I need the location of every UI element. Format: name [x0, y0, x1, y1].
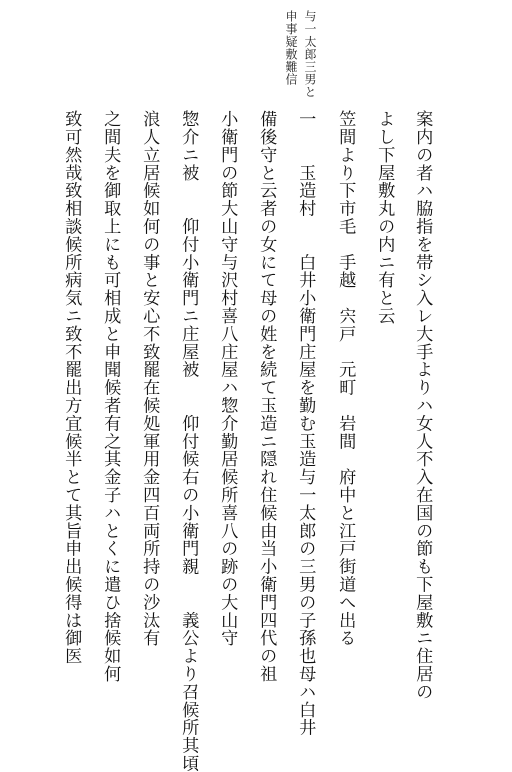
- text-line-7: 惣介ニ被 仰付小衛門ニ庄屋被 仰付候右の小衛門親 義公より召候所其頃: [178, 110, 199, 772]
- text-line-8: 浪人立居候如何の事と安心不致罷在候処軍用金四百両所持の沙汰有: [139, 110, 160, 647]
- text-line-2: よし下屋敷丸の内ニ有と云: [374, 110, 395, 325]
- text-line-9: 之間夫を御取上にも可相成と申聞候者有之其金子ハとくに遣ひ捨候如何: [100, 110, 121, 683]
- text-line-10: 致可然哉致相談候所病気ニ致不罷出方宜候半とて其旨申出候得は御医: [61, 110, 82, 665]
- text-line-5: 備後守と云者の女にて母の姓を続て玉造ニ隠れ住候由当小衛門四代の祖: [256, 110, 277, 683]
- margin-note-line-2: 申事疑敷難信: [284, 10, 298, 86]
- text-line-6: 小衛門の節大山守与沢村喜八庄屋ハ惣介勤居候所喜八の跡の大山守: [217, 110, 238, 647]
- text-line-4: 一 玉造村 白井小衛門庄屋を勤む玉造与一太郎の三男の子孫也母ハ白井: [295, 110, 316, 737]
- text-line-1: 案内の者ハ脇指を帯シ入レ大手よりハ女人不入在国の節も下屋敷ニ住居の: [412, 110, 433, 701]
- text-line-3: 笠間より下市毛 手越 宍戸 元町 岩間 府中と江戸街道へ出る: [335, 110, 356, 647]
- margin-note-line-1: 与一太郎三男と: [303, 10, 317, 99]
